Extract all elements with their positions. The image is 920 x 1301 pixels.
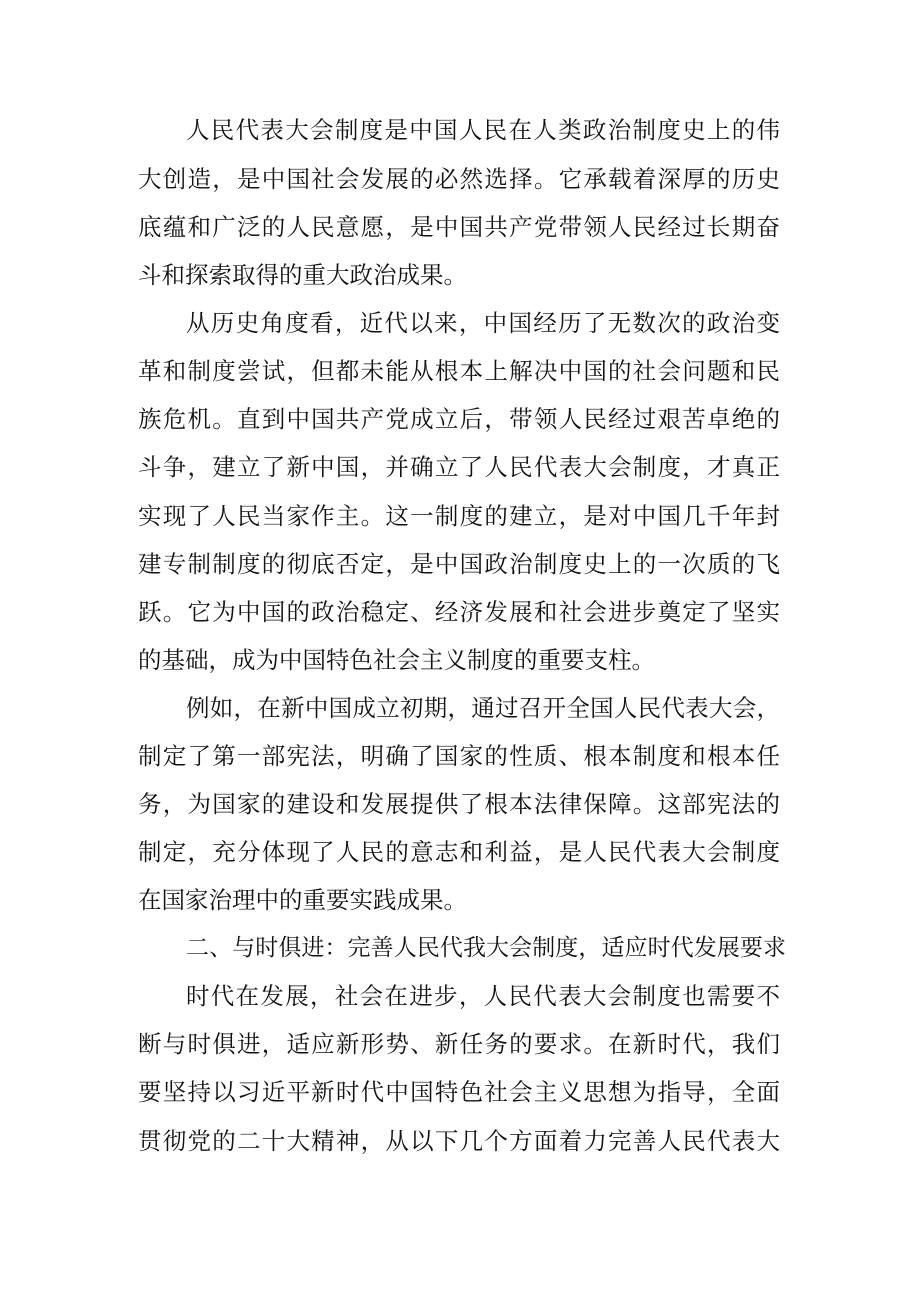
paragraph-2-line-8: 的基础，成为中国特色社会主义制度的重要支柱。 <box>138 646 655 674</box>
paragraph-2-line-7: 跃。它为中国的政治稳定、经济发展和社会进步奠定了坚实 <box>138 598 780 626</box>
paragraph-4-line-3: 要坚持以习近平新时代中国特色社会主义思想为指导，全面 <box>138 1078 780 1106</box>
paragraph-2-line-2: 革和制度尝试，但都未能从根本上解决中国的社会问题和民 <box>138 357 780 385</box>
paragraph-1-line-4: 斗和探索取得的重大政治成果。 <box>138 261 467 289</box>
paragraph-1-line-2: 大创造，是中国社会发展的必然选择。它承载着深厚的历史 <box>138 165 780 193</box>
paragraph-3-line-2: 制定了第一部宪法，明确了国家的性质、根本制度和根本任 <box>138 742 780 770</box>
paragraph-2-line-6: 建专制制度的彻底否定，是中国政治制度史上的一次质的飞 <box>138 550 780 578</box>
paragraph-4-line-2: 断与时俱进，适应新形势、新任务的要求。在新时代，我们 <box>138 1030 780 1058</box>
paragraph-2-line-5: 实现了人民当家作主。这一制度的建立，是对中国几千年封 <box>138 502 780 530</box>
paragraph-3-line-1: 例如，在新中国成立初期，通过召开全国人民代表大会， <box>186 694 780 722</box>
paragraph-3-line-3: 务，为国家的建设和发展提供了根本法律保障。这部宪法的 <box>138 790 780 818</box>
paragraph-2-line-3: 族危机。直到中国共产党成立后，带领人民经过艰苦卓绝的 <box>138 405 780 433</box>
paragraph-4-line-4: 贯彻党的二十大精神，从以下几个方面着力完善人民代表大 <box>138 1127 780 1155</box>
paragraph-2-line-1: 从历史角度看，近代以来，中国经历了无数次的政治变 <box>186 309 780 337</box>
paragraph-1-line-3: 底蕴和广泛的人民意愿，是中国共产党带领人民经过长期奋 <box>138 213 780 241</box>
paragraph-3-line-4: 制定，充分体现了人民的意志和利益，是人民代表大会制度 <box>138 838 780 866</box>
section-heading: 二、与时俱进：完善人民代我大会制度，适应时代发展要求 <box>186 935 786 961</box>
paragraph-3-line-5: 在国家治理中的重要实践成果。 <box>138 886 467 914</box>
paragraph-4-line-1: 时代在发展，社会在进步，人民代表大会制度也需要不 <box>186 982 780 1010</box>
paragraph-2-line-4: 斗争，建立了新中国，并确立了人民代表大会制度，才真正 <box>138 453 780 481</box>
paragraph-1-line-1: 人民代表大会制度是中国人民在人类政治制度史上的伟 <box>186 116 780 144</box>
